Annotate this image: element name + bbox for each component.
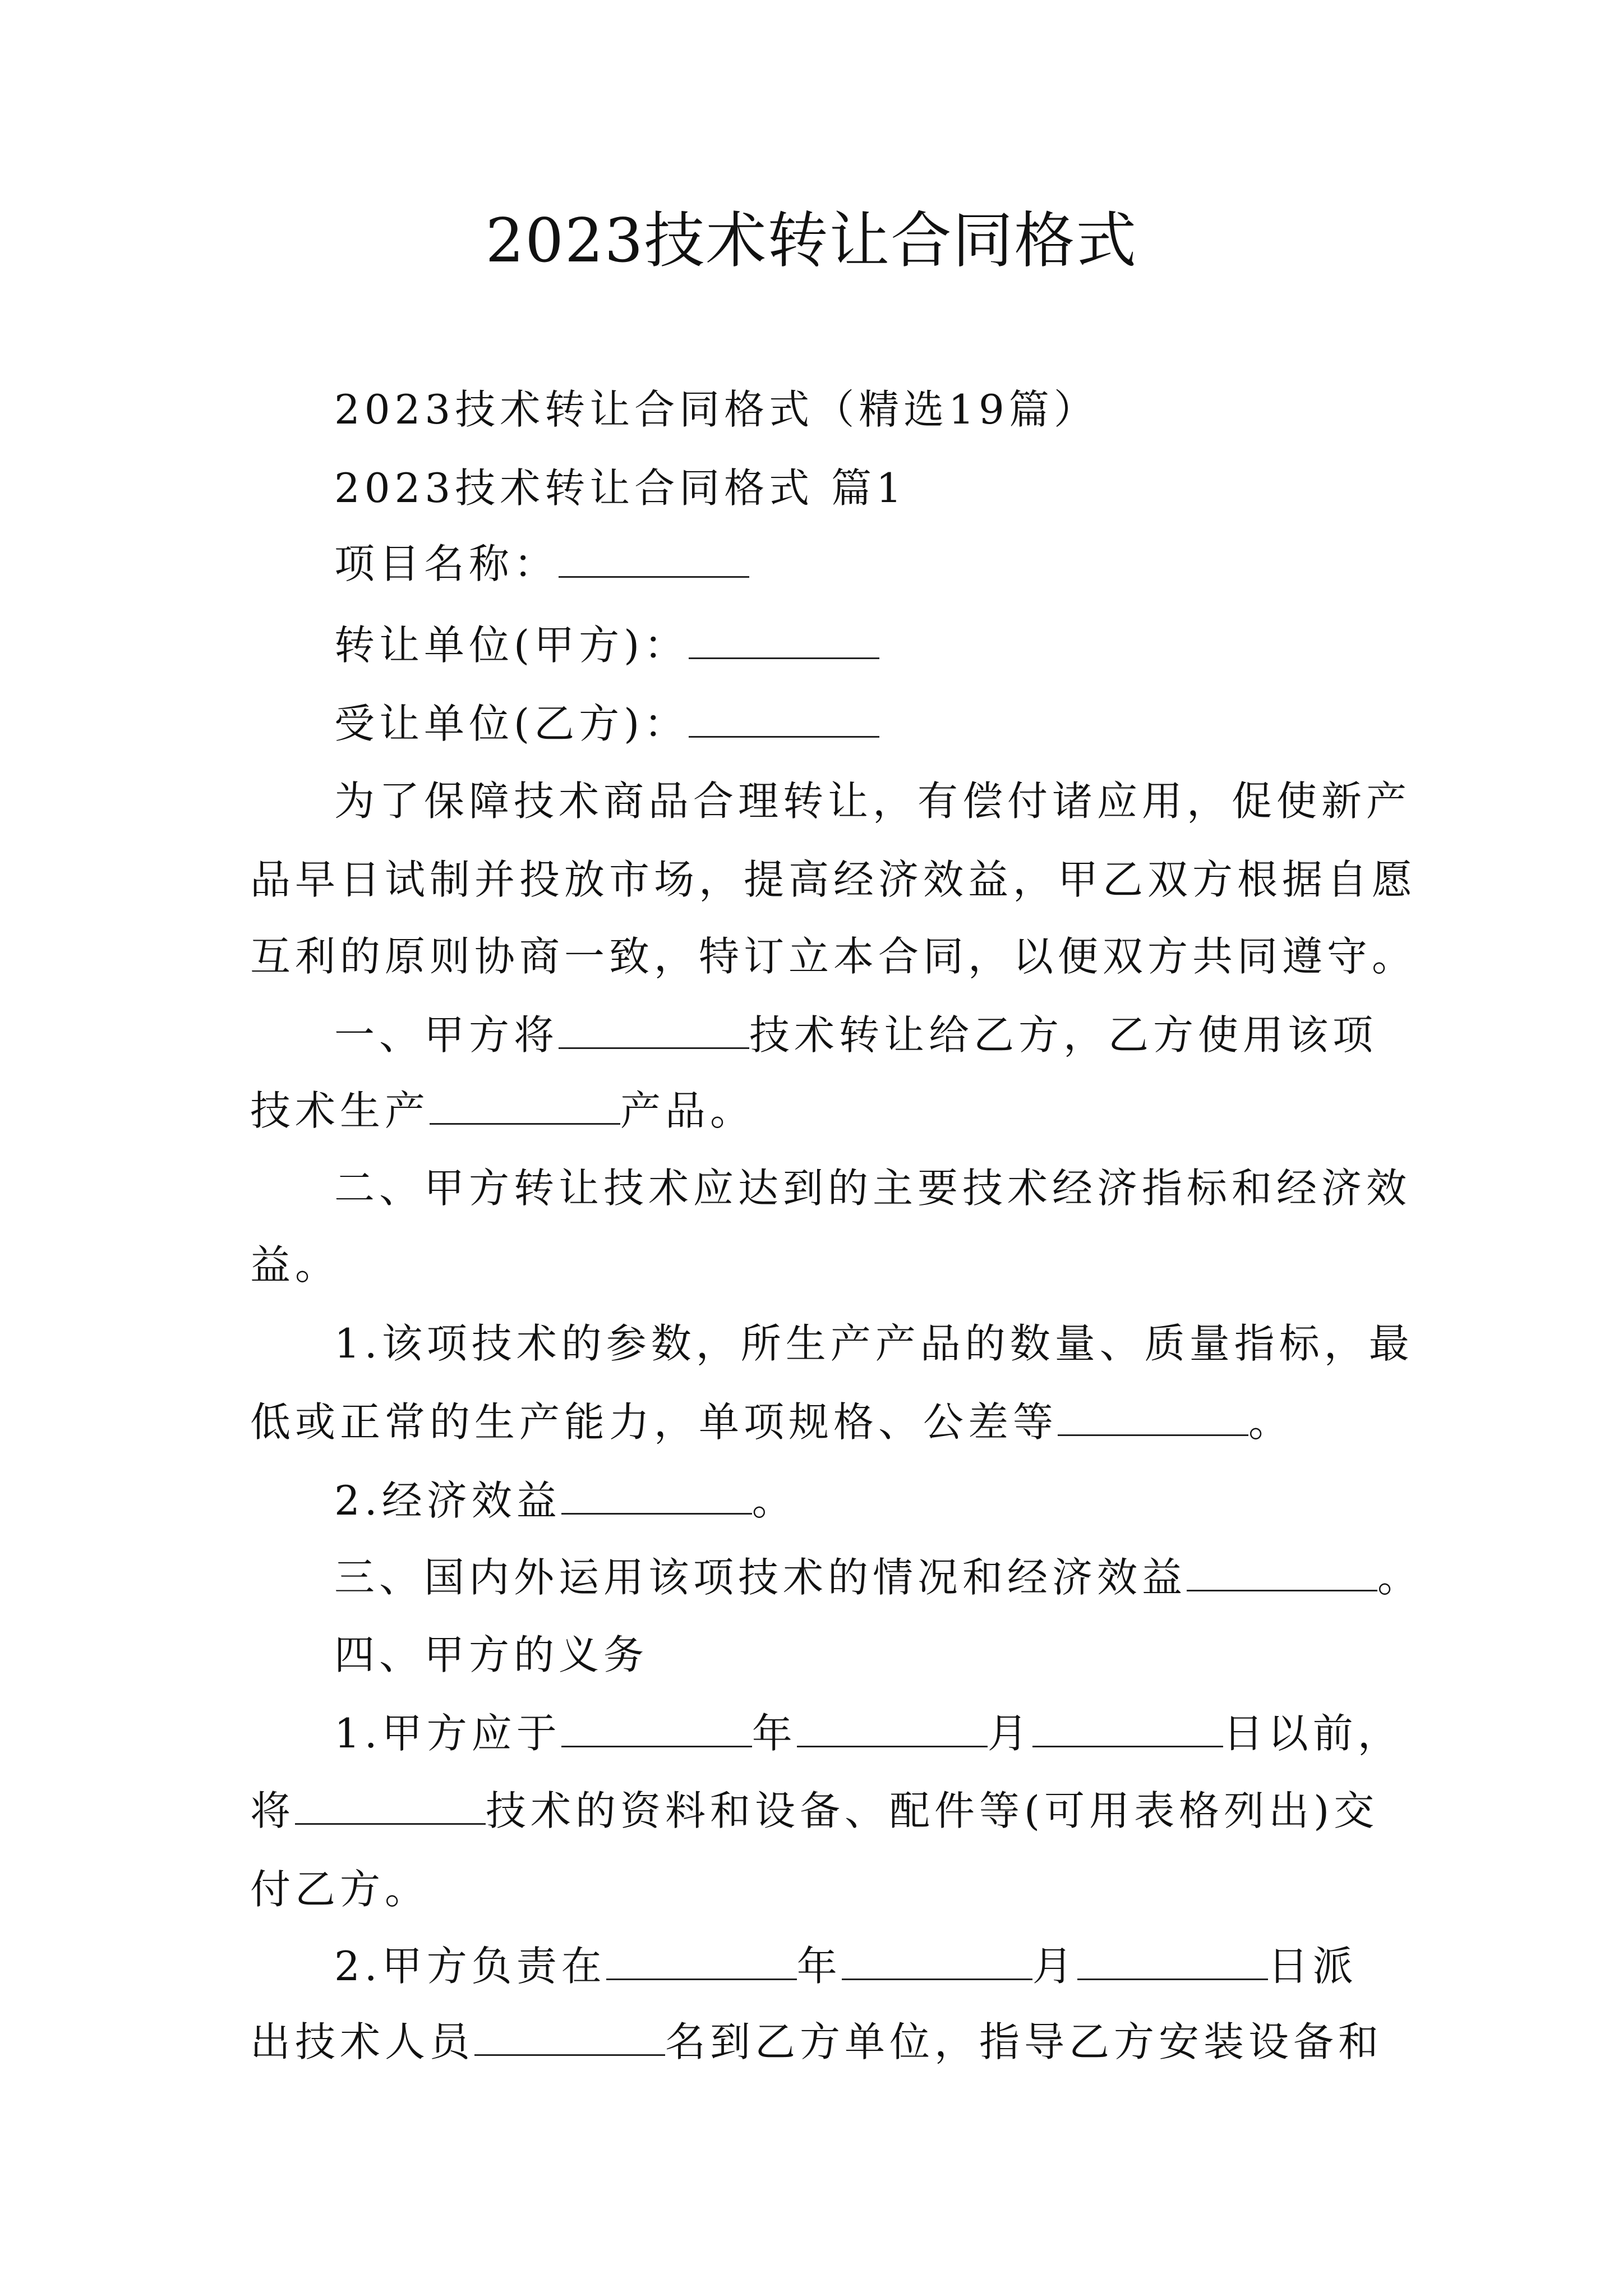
clause-4-text: 技术的资料和设备、配件等(可用表格列出)交: [486, 1787, 1379, 1834]
project-name-blank: [559, 542, 749, 578]
clause-4-text: 2.甲方负责在: [334, 1943, 606, 1990]
clause-4-text: 日以前，: [1223, 1710, 1403, 1757]
clause-3-line: [334, 1549, 1423, 1605]
preamble-line: 为了保障技术商品合理转让，有偿付诸应用，促使新产: [334, 777, 1412, 825]
day-blank: [1032, 1712, 1223, 1747]
clause-4-text: 出技术人员: [250, 2018, 475, 2065]
clause-4-item-2: [250, 2014, 1394, 2070]
clause-1-text: 技术生产: [250, 1087, 430, 1134]
clause-4-text: 月: [1032, 1943, 1077, 1990]
staff-count-blank: [474, 2021, 665, 2056]
clause-2-heading: 二、甲方转让技术应达到的主要技术经济指标和经济效: [334, 1165, 1412, 1212]
technology-blank: [295, 1789, 486, 1825]
clause-4-item-2: [334, 1938, 1394, 1994]
transferor-field: [334, 617, 1394, 673]
application-blank: [1187, 1556, 1377, 1591]
clause-4-text: 将: [250, 1787, 296, 1834]
clause-4-text: 1.甲方应于: [334, 1710, 561, 1757]
clause-4-item-1: [334, 1705, 1403, 1761]
clause-2-text: 。: [751, 1477, 797, 1524]
subtitle: 2023技术转让合同格式（精选19篇）: [334, 386, 1099, 433]
clause-2-item-1: 1.该项技术的参数，所生产产品的数量、质量指标，最: [334, 1320, 1414, 1367]
transferee-field: [334, 696, 1394, 752]
month-blank: [842, 1945, 1032, 1980]
transferee-blank: [689, 702, 879, 738]
parameters-blank: [1058, 1401, 1248, 1436]
clause-4-item-1: 付乙方。: [250, 1866, 430, 1913]
clause-2-heading: 益。: [250, 1241, 340, 1289]
clause-1-text: 一、甲方将: [334, 1011, 559, 1059]
clause-1-text: 技术转让给乙方，乙方使用该项: [749, 1011, 1378, 1059]
clause-1-text: 产品。: [620, 1087, 755, 1134]
benefit-blank: [561, 1479, 752, 1515]
day-blank: [1077, 1945, 1268, 1980]
clause-2-text: 2.经济效益: [334, 1477, 561, 1524]
clause-4-text: 名到乙方单位，指导乙方安装设备和: [665, 2018, 1384, 2065]
clause-2-item-2: [334, 1473, 1394, 1529]
product-blank: [430, 1089, 620, 1125]
clause-4-heading: 四、甲方的义务: [334, 1631, 649, 1678]
preamble-line: 品早日试制并投放市场，提高经济效益，甲乙双方根据自愿: [250, 856, 1417, 903]
clause-4-text: 年: [751, 1710, 797, 1757]
clause-3-text: 。: [1377, 1554, 1423, 1601]
clause-2-item-1: [250, 1394, 1394, 1450]
year-blank: [606, 1945, 797, 1980]
month-blank: [797, 1712, 988, 1747]
document-title: 2023技术转让合同格式: [485, 206, 1138, 276]
technology-blank: [559, 1014, 749, 1049]
clause-2-text: 低或正常的生产能力，单项规格、公差等: [250, 1398, 1058, 1446]
clause-4-text: 月: [987, 1710, 1032, 1757]
clause-4-item-1: [250, 1783, 1394, 1839]
year-blank: [561, 1712, 752, 1747]
clause-3-text: 三、国内外运用该项技术的情况和经济效益: [334, 1554, 1187, 1601]
transferor-blank: [689, 624, 879, 659]
preamble-line: 互利的原则协商一致，特订立本合同，以便双方共同遵守。: [250, 933, 1417, 980]
clause-4-text: 年: [796, 1943, 842, 1990]
project-name-field: [334, 536, 1394, 592]
clause-2-text: 。: [1248, 1398, 1294, 1446]
transferee-label: 受让单位(乙方)：: [334, 700, 689, 747]
clause-1-line: [334, 1007, 1394, 1063]
transferor-label: 转让单位(甲方)：: [334, 622, 689, 669]
section-heading: 2023技术转让合同格式 篇1: [334, 464, 906, 512]
project-name-label: 项目名称：: [334, 540, 559, 587]
clause-1-line: [250, 1083, 1394, 1139]
clause-4-text: 日派: [1267, 1943, 1358, 1990]
